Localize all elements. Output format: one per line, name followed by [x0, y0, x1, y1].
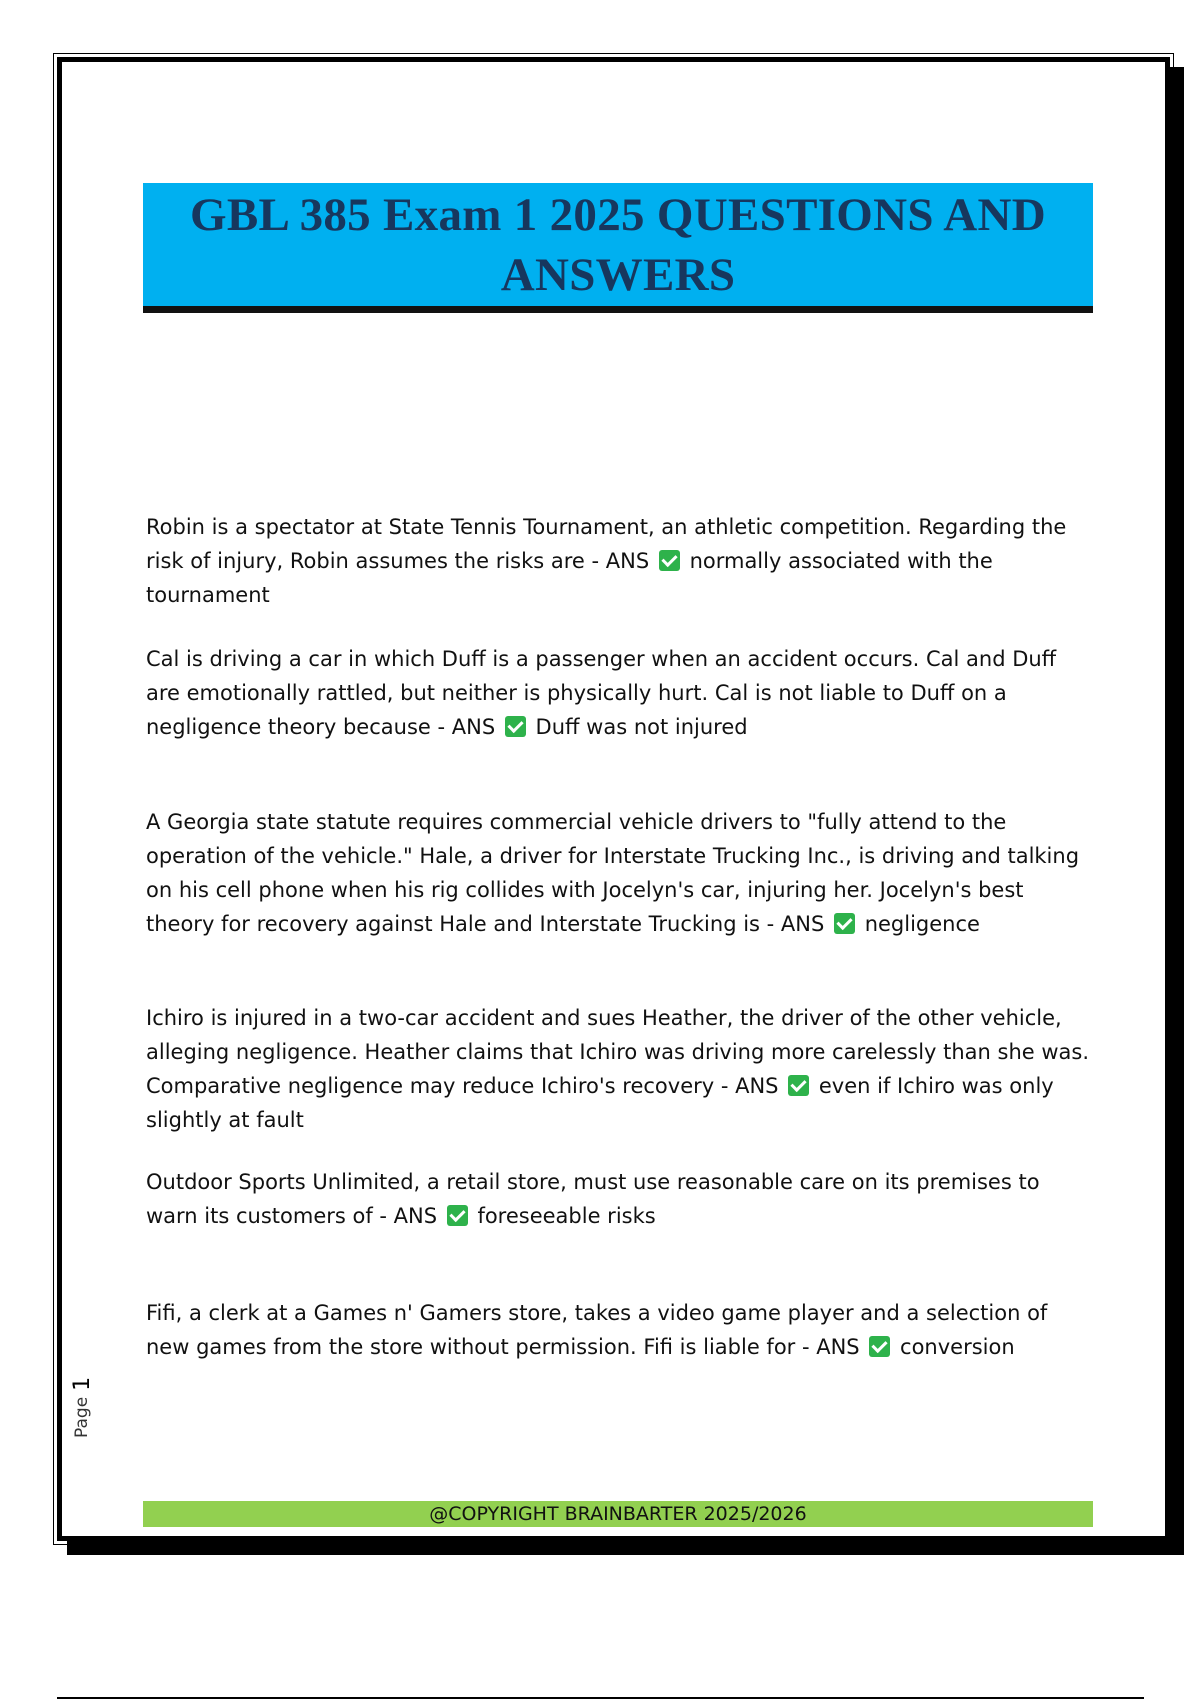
- checkmark-icon: [659, 550, 680, 571]
- qa-item: [146, 1165, 1096, 1233]
- question-text: Ichiro is injured in a two-car accident and sues Heather, the driver of the other vehicle, alleging negligence. Heather claims that Ichiro was driving more carelessly than she was. Comparative negligence may reduce Ichiro's recovery - ANS: [146, 1006, 1090, 1098]
- page-number: 1: [69, 1376, 95, 1391]
- qa-item: [146, 510, 1096, 612]
- checkmark-icon: [869, 1336, 890, 1357]
- qa-item: [146, 1296, 1096, 1364]
- document-title: GBL 385 Exam 1 2025 QUESTIONS AND ANSWERS: [189, 188, 1047, 301]
- checkmark-icon: [788, 1075, 809, 1096]
- qa-item: [146, 805, 1096, 941]
- checkmark-icon: [447, 1205, 468, 1226]
- question-text: Cal is driving a car in which Duff is a passenger when an accident occurs. Cal and Duff are emotionally rattled, but neither is physically hurt. Cal is not liable to Duff on a negligence theory because - ANS: [146, 647, 1057, 739]
- copyright-text: @COPYRIGHT BRAINBARTER 2025/2026: [429, 1503, 807, 1525]
- page-footer-label: [52, 1376, 112, 1438]
- qa-item: [146, 642, 1096, 744]
- qa-item: [146, 1001, 1096, 1137]
- answer-text: even if Ichiro was only slightly at fault: [146, 1074, 1054, 1132]
- question-text: A Georgia state statute requires commercial vehicle drivers to "fully attend to the operation of the vehicle." Hale, a driver for Interstate Trucking Inc., is driving and talking on his cell phone when his rig collides with Jocelyn's car, injuring her. Jocelyn's best theory for recovery against Hale and Interstate Trucking is - ANS: [146, 810, 1080, 936]
- question-text: Robin is a spectator at State Tennis Tournament, an athletic competition. Regarding the risk of injury, Robin assumes the risks are - ANS: [146, 515, 1067, 573]
- answer-text: foreseeable risks: [477, 1204, 656, 1228]
- answer-text: normally associated with the tournament: [146, 549, 993, 607]
- question-text: Outdoor Sports Unlimited, a retail store, must use reasonable care on its premises to warn its customers of - ANS: [146, 1170, 1040, 1228]
- answer-text: conversion: [900, 1335, 1015, 1359]
- checkmark-icon: [834, 913, 855, 934]
- question-text: Fifi, a clerk at a Games n' Gamers store, takes a video game player and a selection of new games from the store without permission. Fifi is liable for - ANS: [146, 1301, 1048, 1359]
- answer-text: Duff was not injured: [535, 715, 748, 739]
- answer-text: negligence: [864, 912, 980, 936]
- title-banner: [143, 183, 1093, 313]
- checkmark-icon: [505, 716, 526, 737]
- copyright-bar: [143, 1501, 1093, 1527]
- page-label-text: Page: [72, 1396, 92, 1438]
- bottom-divider: [57, 1697, 1144, 1699]
